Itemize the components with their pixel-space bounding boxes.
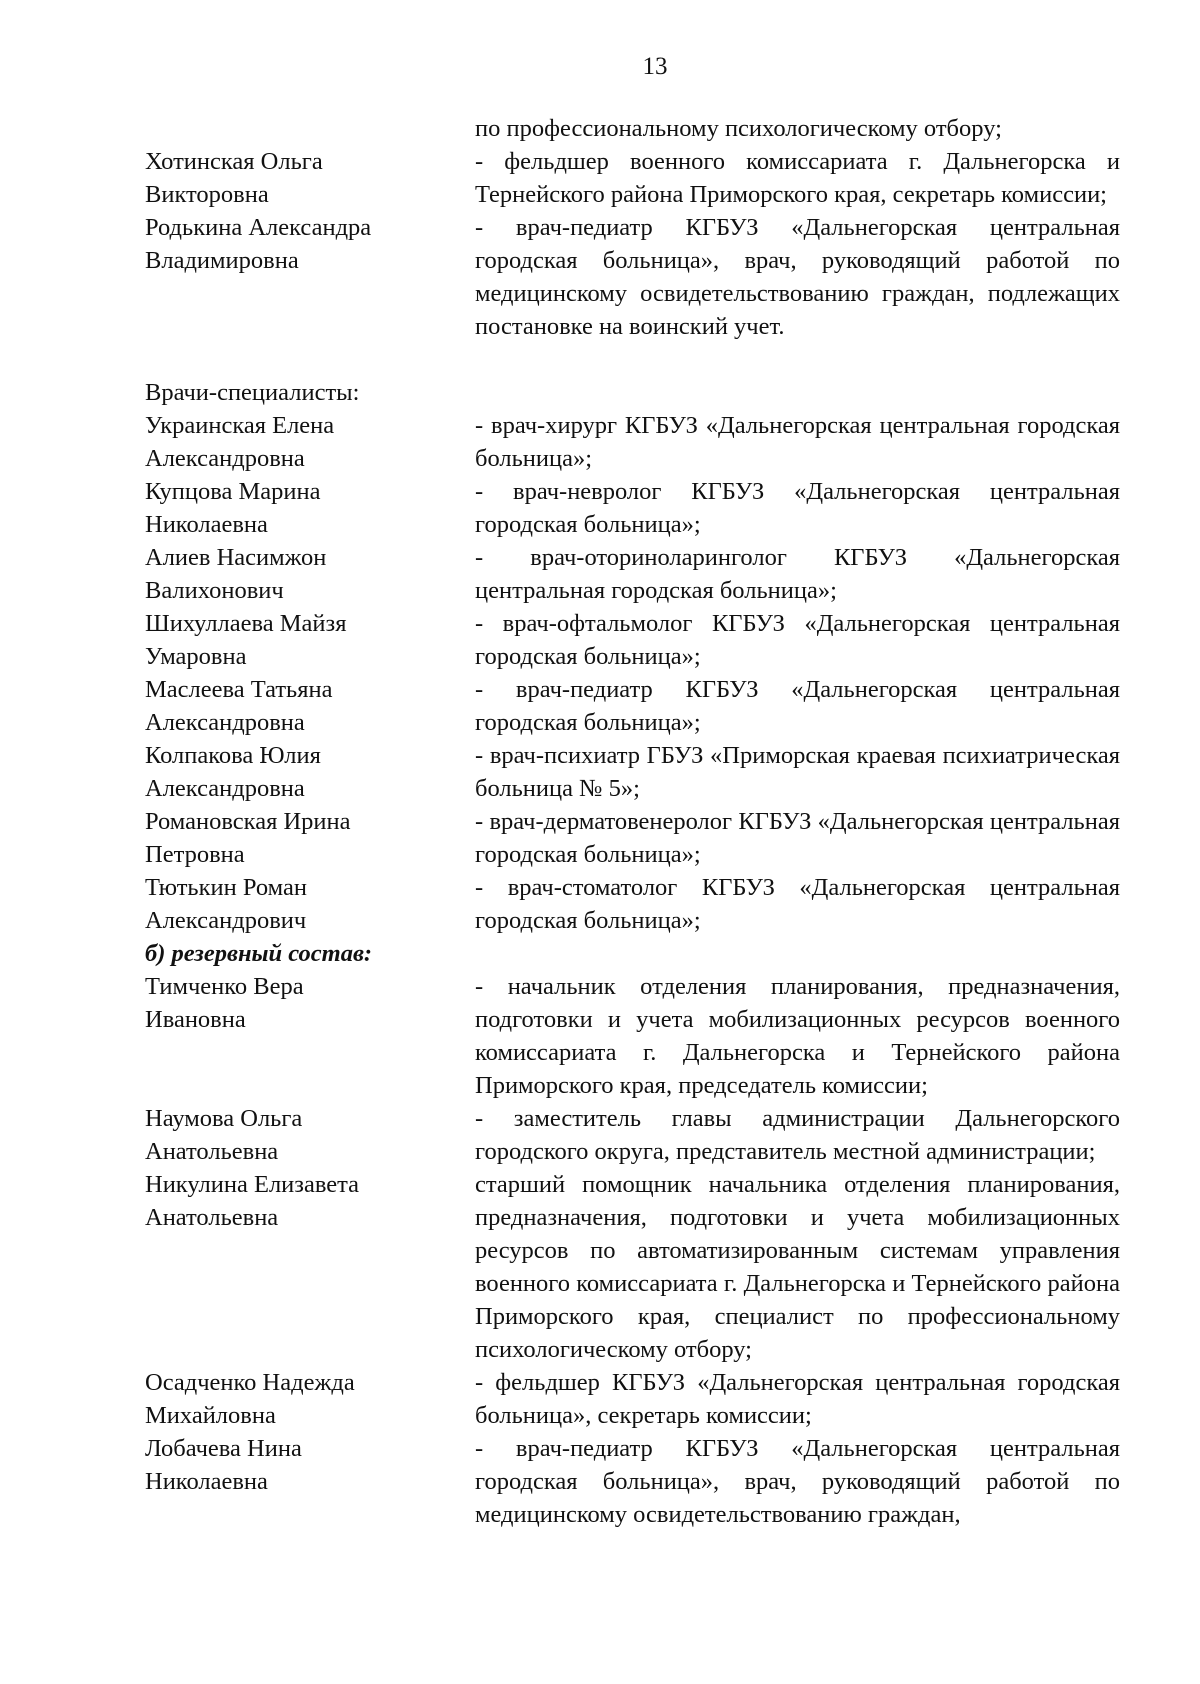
reserve-row: [145, 970, 1120, 1102]
specialist-role: - врач-психиатр ГБУЗ «Приморская краевая психиатрическая больница № 5»;: [475, 742, 1120, 802]
reserve-role: - врач-педиатр КГБУЗ «Дальнегорская центральная городская больница», врач, руководящий работой по медицинскому освидетельствованию граждан,: [475, 1435, 1120, 1528]
specialists-heading: Врачи-специалисты:: [145, 379, 360, 406]
specialist-role: - врач-офтальмолог КГБУЗ «Дальнегорская центральная городская больница»;: [475, 610, 1120, 670]
specialist-row: [145, 607, 1120, 673]
reserve-role: - фельдшер КГБУЗ «Дальнегорская центральная городская больница», секретарь комиссии;: [475, 1369, 1120, 1429]
specialist-row: [145, 805, 1120, 871]
specialist-name: Купцова Марина Николаевна: [145, 478, 321, 538]
intro-line: по профессиональному психологическому отбору;: [475, 115, 1002, 142]
specialist-role: - врач-оториноларинголог КГБУЗ «Дальнегорская центральная городская больница»;: [475, 544, 1120, 604]
member-row: [145, 211, 1120, 343]
reserve-heading: б) резервный состав:: [145, 940, 373, 967]
reserve-name: Осадченко Надежда Михайловна: [145, 1369, 355, 1429]
specialist-role: - врач-дерматовенеролог КГБУЗ «Дальнегорская центральная городская больница»;: [475, 808, 1120, 868]
document-body: [145, 112, 1120, 1531]
specialist-row: [145, 541, 1120, 607]
specialist-name: Колпакова Юлия Александровна: [145, 742, 321, 802]
specialist-row: [145, 409, 1120, 475]
specialist-role: - врач-стоматолог КГБУЗ «Дальнегорская центральная городская больница»;: [475, 874, 1120, 934]
reserve-name: Никулина Елизавета Анатольевна: [145, 1171, 360, 1231]
member-role: - фельдшер военного комиссариата г. Дальнегорска и Тернейского района Приморского края, секретарь комиссии;: [475, 148, 1120, 208]
member-role: - врач-педиатр КГБУЗ «Дальнегорская центральная городская больница», врач, руководящий работой по медицинскому освидетельствованию граждан, подлежащих постановке на воинский учет.: [475, 214, 1120, 340]
specialist-role: - врач-педиатр КГБУЗ «Дальнегорская центральная городская больница»;: [475, 676, 1120, 736]
specialist-name: Романовская Ирина Петровна: [145, 808, 351, 868]
intro-row: [145, 112, 1120, 145]
reserve-row: [145, 1102, 1120, 1168]
member-name: Хотинская Ольга Викторовна: [145, 148, 323, 208]
member-name: Родькина Александра Владимировна: [145, 214, 372, 274]
page-number: 13: [642, 53, 668, 80]
specialist-name: Маслеева Татьяна Александровна: [145, 676, 333, 736]
member-row: [145, 145, 1120, 211]
specialist-name: Шихуллаева Майзя Умаровна: [145, 610, 347, 670]
reserve-name: Наумова Ольга Анатольевна: [145, 1105, 303, 1165]
specialist-row: [145, 673, 1120, 739]
specialist-role: - врач-невролог КГБУЗ «Дальнегорская центральная городская больница»;: [475, 478, 1120, 538]
specialist-name: Украинская Елена Александровна: [145, 412, 335, 472]
reserve-role: - заместитель главы администрации Дальнегорского городского округа, представитель местной администрации;: [475, 1105, 1120, 1165]
reserve-name: Тимченко Вера Ивановна: [145, 973, 304, 1033]
reserve-row: [145, 1432, 1120, 1531]
reserve-role: - начальник отделения планирования, предназначения, подготовки и учета мобилизационных ресурсов военного комиссариата г. Дальнегорска и Тернейского района Приморского края, председатель комиссии;: [475, 973, 1120, 1099]
specialist-name: Тютькин Роман Александрович: [145, 874, 307, 934]
specialist-row: [145, 475, 1120, 541]
specialist-row: [145, 871, 1120, 937]
reserve-row: [145, 1168, 1120, 1366]
specialist-name: Алиев Насимжон Валихонович: [145, 544, 327, 604]
reserve-role: старший помощник начальника отделения планирования, предназначения, подготовки и учета мобилизационных ресурсов по автоматизированным системам управления военного комиссариата г. Дальнегорска и Тернейского района Приморского края, специалист по профессиональному психологическому отбору;: [475, 1171, 1120, 1363]
specialist-role: - врач-хирург КГБУЗ «Дальнегорская центральная городская больница»;: [475, 412, 1120, 472]
reserve-name: Лобачева Нина Николаевна: [145, 1435, 302, 1495]
specialist-row: [145, 739, 1120, 805]
reserve-row: [145, 1366, 1120, 1432]
